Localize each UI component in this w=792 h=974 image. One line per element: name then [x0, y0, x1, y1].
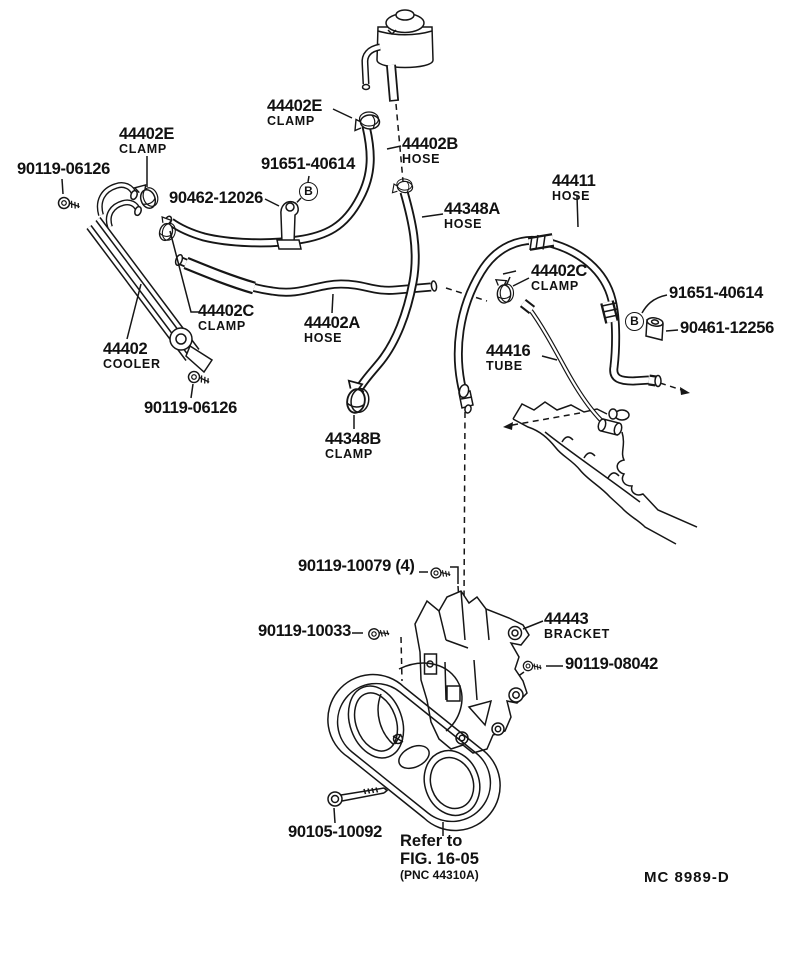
callout-44402a-hose — [304, 315, 360, 345]
part-number: 90119-10033 — [258, 622, 352, 640]
part-number: 90119-10079 (4) — [298, 557, 415, 575]
callout-44402e-clamp-left — [119, 126, 174, 156]
part-number: 44348A — [444, 200, 500, 218]
callout-90119-06126-lower — [144, 400, 237, 417]
part-caption: COOLER — [103, 357, 161, 372]
part-number: 44402 — [103, 340, 148, 358]
part-caption: CLAMP — [198, 319, 246, 334]
hose-44402a — [174, 254, 437, 292]
part-caption: CLAMP — [325, 447, 373, 462]
reference-note-line3: (PNC 44310A) — [400, 867, 479, 882]
part-number: 44402C — [198, 302, 254, 320]
callout-90461-12256 — [680, 320, 774, 337]
part-number: 91651-40614 — [669, 284, 763, 302]
part-caption: HOSE — [402, 152, 441, 167]
part-number: 44402E — [119, 125, 175, 143]
part-caption: CLAMP — [531, 279, 579, 294]
part-caption: TUBE — [486, 359, 523, 374]
callout-44416-tube — [486, 343, 530, 373]
part-number: 91651-40614 — [261, 155, 355, 173]
callout-90119-10079 — [298, 558, 415, 575]
marker-b-upper: B — [299, 182, 318, 201]
part-number: 44402B — [402, 135, 458, 153]
part-caption: HOSE — [552, 189, 591, 204]
callout-44348a-hose — [444, 201, 500, 231]
part-number: 44402C — [531, 262, 587, 280]
callout-44402e-clamp-right — [267, 98, 322, 128]
callout-90119-10033 — [258, 623, 351, 640]
drawing-code: MC 8989-D — [644, 869, 730, 886]
callout-44443-bracket — [544, 611, 610, 641]
part-caption: CLAMP — [119, 142, 167, 157]
part-number: 44443 — [544, 610, 589, 628]
callout-91651-40614-upper — [261, 156, 355, 173]
hose-44402b — [163, 126, 370, 243]
part-number: 90119-06126 — [17, 160, 111, 178]
pump-bracket-44443 — [415, 591, 529, 753]
part-number: 44411 — [552, 172, 596, 190]
callout-44411-hose — [552, 173, 595, 203]
part-number: 90119-06126 — [144, 399, 238, 417]
callout-91651-40614-right — [669, 285, 763, 302]
reservoir-tank — [363, 10, 434, 101]
bolt-90105-10092 — [328, 788, 387, 807]
part-number: 90462-12026 — [169, 189, 263, 207]
callout-90119-08042 — [565, 656, 658, 673]
part-number: 44348B — [325, 430, 381, 448]
part-number: 90105-10092 — [288, 823, 382, 841]
callout-90462-12026 — [169, 190, 263, 207]
marker-b-right: B — [625, 312, 644, 331]
part-number: 44402E — [267, 97, 323, 115]
part-number: 44416 — [486, 342, 531, 360]
callout-90119-06126-upper — [17, 161, 110, 178]
callout-44348b-clamp — [325, 431, 381, 461]
part-number: 44402A — [304, 314, 360, 332]
callout-44402b-hose — [402, 136, 458, 166]
callout-44402c-clamp-left — [198, 303, 254, 333]
clamp-bracket-90462 — [277, 202, 301, 249]
callout-44402c-clamp-right — [531, 263, 587, 293]
reference-note-line2: FIG. 16-05 — [400, 849, 479, 868]
part-caption: CLAMP — [267, 114, 315, 129]
part-number: 90461-12256 — [680, 319, 774, 337]
part-caption: HOSE — [304, 331, 343, 346]
callout-90105-10092 — [288, 824, 382, 841]
part-caption: HOSE — [444, 217, 483, 232]
leader-lines — [62, 109, 678, 836]
nut-90461-12256 — [646, 317, 664, 340]
reference-note — [400, 833, 479, 882]
callout-44402-cooler — [103, 341, 161, 371]
part-caption: BRACKET — [544, 627, 611, 642]
part-number: 90119-08042 — [565, 655, 659, 673]
reference-note-line1: Refer to — [400, 832, 463, 850]
